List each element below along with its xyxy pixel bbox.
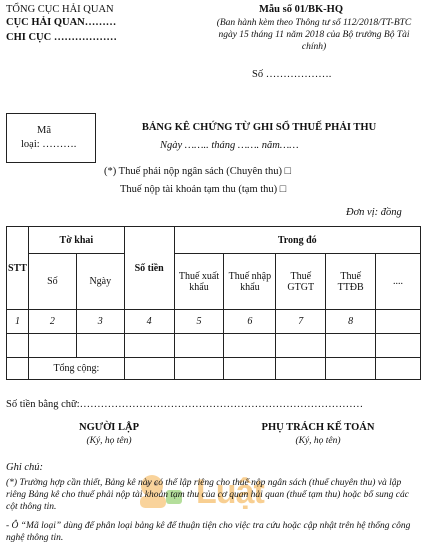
header-thue-xk: Thuế xuất khẩu	[174, 254, 224, 310]
option-temporary: Thuế nộp tài khoản tạm thu (tạm thu) □	[120, 184, 287, 195]
index-cell: 4	[124, 310, 174, 334]
table-row	[7, 334, 421, 358]
unit-label: Đơn vị: đồng	[346, 207, 402, 218]
amount-in-words: Số tiền bằng chữ:………………………………………………………………………	[6, 399, 364, 410]
index-cell: 8	[326, 310, 376, 334]
form-number: Số ……………….	[252, 69, 332, 80]
date-line: Ngày …….. tháng ……. năm……	[160, 140, 299, 151]
note-2: - Ô “Mã loại” dùng để phân loại bảng kê để thuận tiện cho việc tra cứu hoặc cập nhật trên hệ thống công nghệ thông tin.	[6, 521, 411, 543]
code-box-label: Mã	[37, 125, 51, 136]
index-cell: 7	[276, 310, 326, 334]
header-to-khai: Tờ khai	[28, 227, 124, 254]
signer-accountant-note: (Ký, họ tên)	[295, 436, 341, 446]
note-1: (*) Trường hợp cần thiết, Bảng kê này có thể lập riêng cho thuế nộp ngân sách (thuế chuyên thu) và lập riêng Bảng kê cho thuế phải nộp tài khoản tạm thu của cơ quan hải quan (thuế tạm thu) hoặc bổ sung các cột thông tin.	[6, 478, 409, 512]
index-cell	[376, 310, 421, 334]
receipt-table	[6, 226, 421, 380]
watermark-logo: Luật	[196, 473, 264, 511]
header-dots: ....	[376, 254, 421, 310]
code-box-value: loại: ……….	[21, 139, 77, 150]
header-thue-nk: Thuế nhập khẩu	[224, 254, 276, 310]
issued-note: (Ban hành kèm theo Thông tư số 112/2018/TT-BTC ngày 15 tháng 11 năm 2018 của Bộ trưởng Bộ Tài chính)	[216, 18, 412, 52]
header-gtgt: Thuế GTGT	[276, 254, 326, 310]
header-so-tien: Số tiền	[124, 227, 174, 310]
index-cell: 2	[28, 310, 76, 334]
document-title: BẢNG KÊ CHỨNG TỪ GHI SỔ THUẾ PHẢI THU	[141, 122, 377, 133]
signer-accountant: PHỤ TRÁCH KẾ TOÁN	[261, 422, 375, 433]
total-label: Tổng cộng:	[28, 358, 124, 380]
header-ngay: Ngày	[76, 254, 124, 310]
header-agency-dept: CỤC HẢI QUAN………	[6, 17, 117, 28]
code-box	[6, 113, 96, 163]
option-collection: (*) Thuế phải nộp ngân sách (Chuyên thu) □	[104, 166, 291, 177]
notes-heading: Ghi chú:	[6, 462, 44, 473]
signer-preparer-note: (Ký, họ tên)	[86, 436, 132, 446]
header-ttdb: Thuế TTĐB	[326, 254, 376, 310]
header-agency-branch: CHI CỤC ………………	[6, 32, 117, 43]
index-cell: 1	[7, 310, 29, 334]
index-row	[7, 310, 421, 334]
total-row	[7, 358, 421, 380]
header-trong-do: Trong đó	[174, 227, 420, 254]
index-cell: 3	[76, 310, 124, 334]
index-cell: 6	[224, 310, 276, 334]
header-stt: STT	[7, 227, 29, 310]
form-code: Mẫu số 01/BK-HQ	[258, 4, 343, 15]
signer-preparer: NGƯỜI LẬP	[79, 422, 139, 433]
header-agency-general: TỔNG CỤC HẢI QUAN	[6, 4, 114, 15]
header-so: Số	[28, 254, 76, 310]
index-cell: 5	[174, 310, 224, 334]
